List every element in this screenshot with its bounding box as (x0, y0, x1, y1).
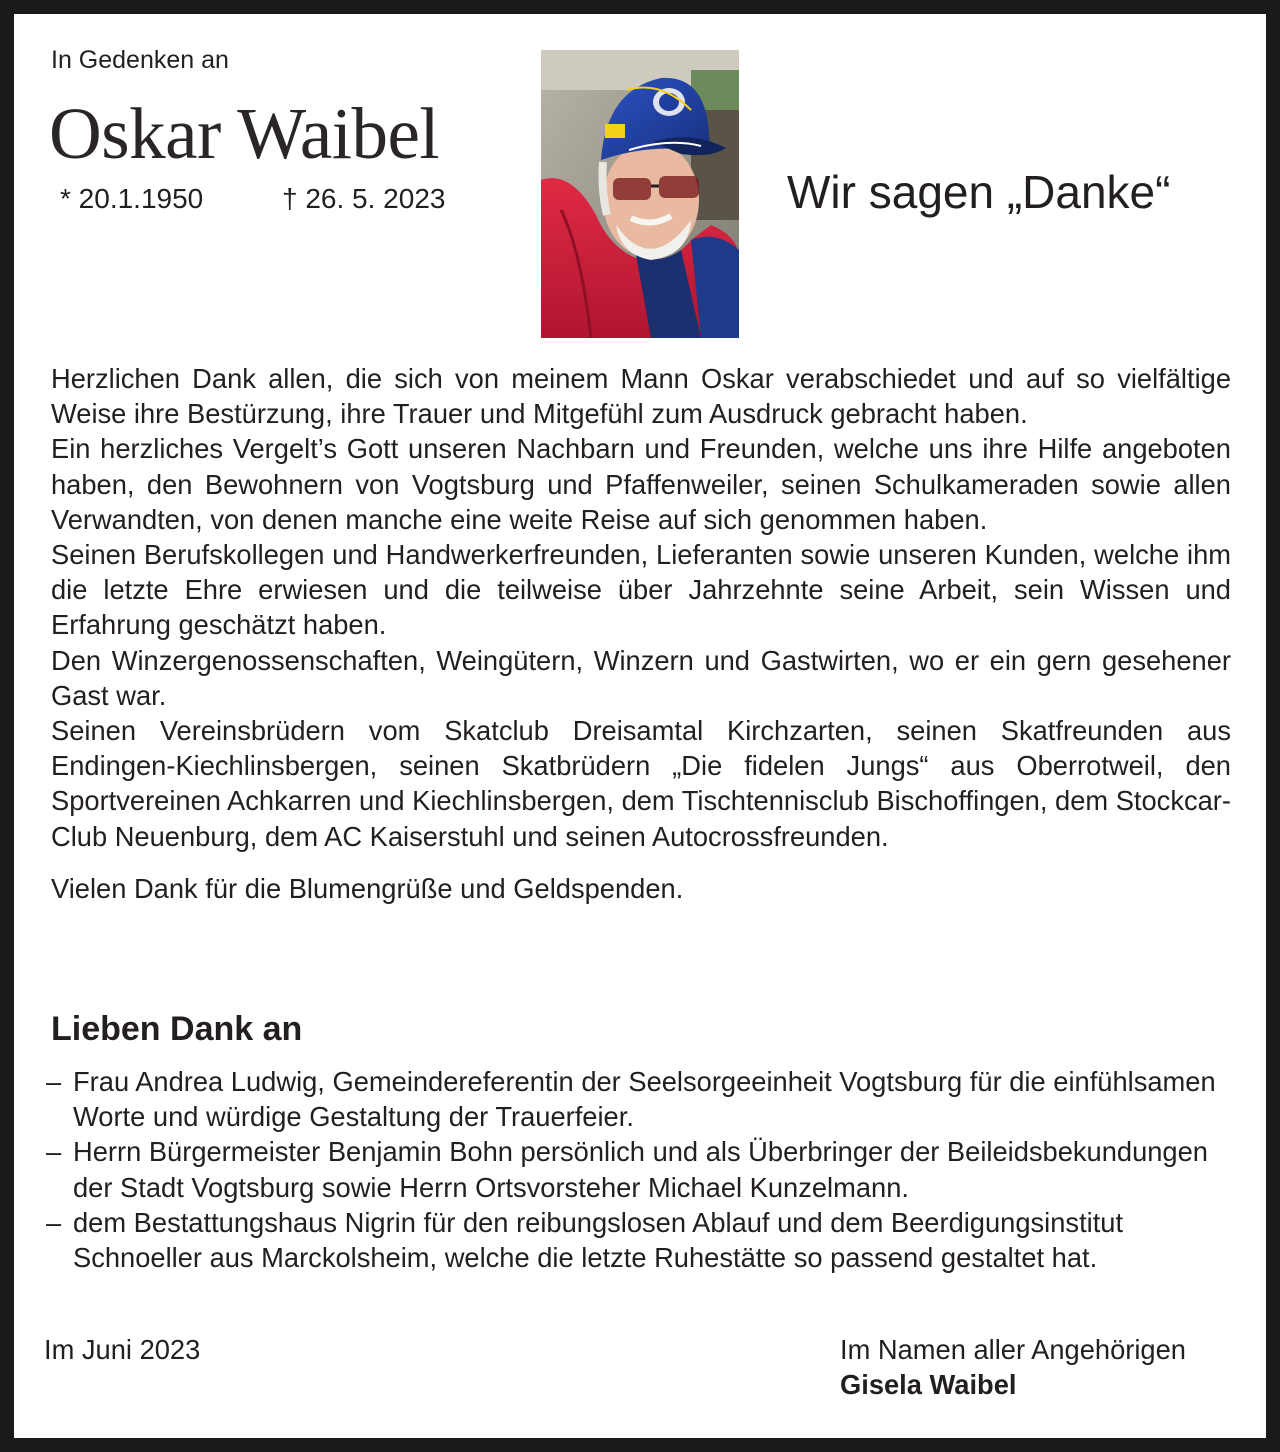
signature-name: Gisela Waibel (840, 1369, 1017, 1400)
intro-line: In Gedenken an (51, 46, 229, 74)
thanks-heading: Wir sagen „Danke“ (787, 166, 1171, 218)
list-item-text: Frau Andrea Ludwig, Gemeindereferentin der Seelsorgeeinheit Vogtsburg für die einfühlsamen Worte und würdige Gestaltung der Trauerfeier. (73, 1066, 1216, 1133)
date-line: Im Juni 2023 (44, 1334, 201, 1365)
body-paragraph-1: Herzlichen Dank allen, die sich von meinem Mann Oskar verabschiedet und auf so vielfältige Weise ihre Bestürzung, ihre Trauer und Mitgefühl zum Ausdruck gebracht haben. (51, 363, 1231, 430)
birth-date: * 20.1.1950 (60, 183, 204, 214)
obituary-card (14, 14, 1266, 1438)
special-thanks-list (46, 1064, 1226, 1275)
portrait-photo (541, 50, 739, 338)
signature-block (840, 1332, 1186, 1402)
death-date: † 26. 5. 2023 (282, 183, 446, 214)
closing-paragraph: Vielen Dank für die Blumengrüße und Geldspenden. (51, 872, 684, 904)
list-item (46, 1064, 1226, 1134)
list-item (46, 1134, 1226, 1204)
special-thanks-heading: Lieben Dank an (51, 1010, 303, 1048)
thanks-body (51, 361, 1231, 906)
list-item-text: dem Bestattungshaus Nigrin für den reibungslosen Ablauf und dem Beerdigungsinstitut Schnoeller aus Marckolsheim, welche die letzte Ruhestätte so passend gestaltet hat. (73, 1206, 1124, 1274)
body-paragraph-5: Seinen Vereinsbrüdern vom Skatclub Dreisamtal Kirchzarten, seinen Skatfreunden aus Endingen-Kiechlinsbergen, seinen Skatbrüdern „Die fidelen Jungs“ aus Oberrotweil, den Sportvereinen Achkarren und Kiechlinsbergen, dem Tischtennisclub Bischoffingen, dem Stockcar-Club Neuenburg, dem AC Kaiserstuhl und seinen Autocrossfreunden. (51, 715, 1231, 852)
portrait-illustration (541, 50, 739, 338)
dash-bullet: – (46, 1136, 62, 1168)
body-paragraph-2: Ein herzliches Vergelt’s Gott unseren Nachbarn und Freunden, welche uns ihre Hilfe angeboten haben, den Bewohnern von Vogtsburg und Pfaffenweiler, seinen Schulkameraden sowie allen Verwandten, von denen manche eine weite Reise auf sich genommen haben. (51, 433, 1231, 535)
dash-bullet: – (46, 1066, 62, 1097)
list-item (46, 1205, 1226, 1275)
on-behalf-line: Im Namen aller Angehörigen (840, 1334, 1186, 1365)
deceased-name: Oskar Waibel (49, 93, 440, 174)
body-paragraph-4: Den Winzergenossenschaften, Weingütern, Winzern und Gastwirten, wo er ein gern gesehener Gast war. (51, 644, 1231, 711)
list-item-text: Herrn Bürgermeister Benjamin Bohn persönlich und als Überbringer der Beileidsbekundungen der Stadt Vogtsburg sowie Herrn Ortsvorsteher Michael Kunzelmann. (73, 1136, 1208, 1203)
dash-bullet: – (46, 1206, 62, 1238)
body-paragraph-3: Seinen Berufskollegen und Handwerkerfreunden, Lieferanten sowie unseren Kunden, welche ihm die letzte Ehre erwiesen und die teilweise über Jahrzehnte seine Arbeit, sein Wissen und Erfahrung geschätzt haben. (51, 539, 1231, 641)
